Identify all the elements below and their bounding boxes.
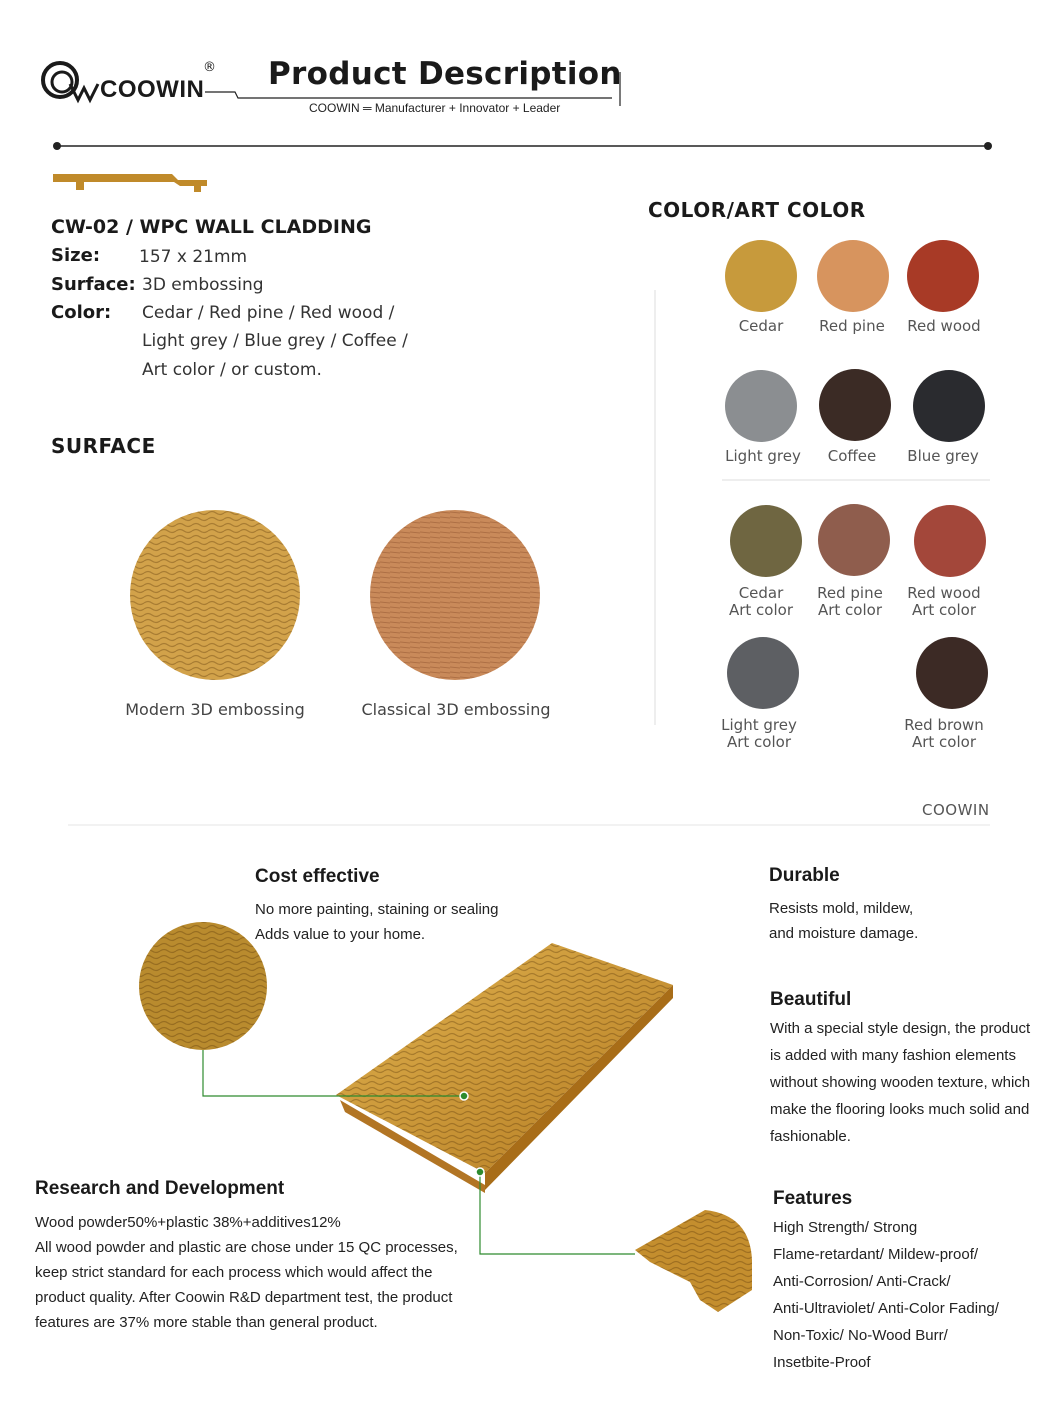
color-type: Art color [911,733,976,751]
color-type: Art color [817,601,882,619]
brand-mark: COOWIN [922,801,990,819]
tagline: COOWIN ═ Manufacturer + Innovator + Leader [309,101,561,115]
color-name: Red brown [904,716,984,734]
color-swatch [725,370,797,442]
color-swatch [727,637,799,709]
cost-effective-title: Cost effective [255,866,380,887]
board-illustration [336,943,673,1193]
color-label: Color [51,302,104,323]
color-name: Red pine [817,584,883,602]
surface-caption-classical: Classical 3D embossing [361,700,551,719]
color-type: Art color [728,601,793,619]
color-name: Coffee [827,447,877,465]
surface-caption-modern: Modern 3D embossing [125,700,305,719]
page-title: Product Description [268,56,622,92]
logo-text: COOWIN [100,76,205,103]
color-heading: COLOR/ART COLOR [648,198,866,222]
beautiful-text: With a special style design, the product is added with many fashion elements without showing wooden texture, which make the flooring looks much solid and fashionable. [770,1020,1031,1145]
color-name: Red wood [907,584,981,602]
size-label: Size [51,245,93,266]
color-swatch-label [889,585,999,619]
color-swatch-label [704,717,814,751]
durable-text: Resists mold, mildew, and moisture damage. [769,900,919,942]
research-title: Research and Development [35,1178,285,1199]
features-text: High Strength/ Strong Flame-retardant/ Mildew-proof/ Anti-Corrosion/ Anti-Crack/ Anti-Ultraviolet/ Anti-Color Fading/ Non-Toxic/ No-Wood Burr/ Insetbite-Proof [773,1219,999,1371]
color-name: Light grey [721,716,797,734]
logo-registered-mark: ® [203,60,216,75]
features-title: Features [773,1188,853,1209]
color-swatch-label [889,318,999,335]
color-swatch [907,240,979,312]
color-swatch [819,369,891,441]
size-value: 157 x 21mm [139,247,248,267]
color-swatch-label [889,717,999,751]
color-name: Light grey [725,447,801,465]
surface-label: Surface [51,274,129,295]
color-swatch [730,505,802,577]
color-swatch [818,504,890,576]
color-name: Cedar [738,584,784,602]
color-name: Red wood [907,317,981,335]
color-value-line1: Cedar / Red pine / Red wood / [142,303,395,323]
color-swatch [817,240,889,312]
color-swatch-label [888,448,998,465]
color-type: Art color [726,733,791,751]
coowin-logo-icon [43,63,98,100]
color-value-line3: Art color / or custom. [142,360,322,380]
product-name: CW-02 / WPC WALL CLADDING [51,216,372,238]
color-swatch [913,370,985,442]
callout-line-2 [480,1172,635,1254]
profile-drawing [53,174,207,192]
color-name: Blue grey [907,447,979,465]
color-swatch [914,505,986,577]
research-text: Wood powder50%+plastic 38%+additives12% All wood powder and plastic are chose under 15 QC processes, keep strict standard for each process which would affect the product quality. After Coowin R&D department test, the product features are 37% more stable than general product. [35,1214,458,1331]
durable-title: Durable [769,865,840,886]
surface-heading: SURFACE [51,434,156,458]
header-underline [205,92,612,98]
color-swatch [916,637,988,709]
color-type: Art color [911,601,976,619]
surface-value: 3D embossing [142,275,264,295]
color-swatch [725,240,797,312]
color-name: Red pine [819,317,885,335]
beautiful-title: Beautiful [770,989,852,1010]
cost-effective-text: No more painting, staining or sealing Adds value to your home. [255,901,499,943]
color-name: Cedar [738,317,784,335]
color-value-line2: Light grey / Blue grey / Coffee / [142,331,408,351]
